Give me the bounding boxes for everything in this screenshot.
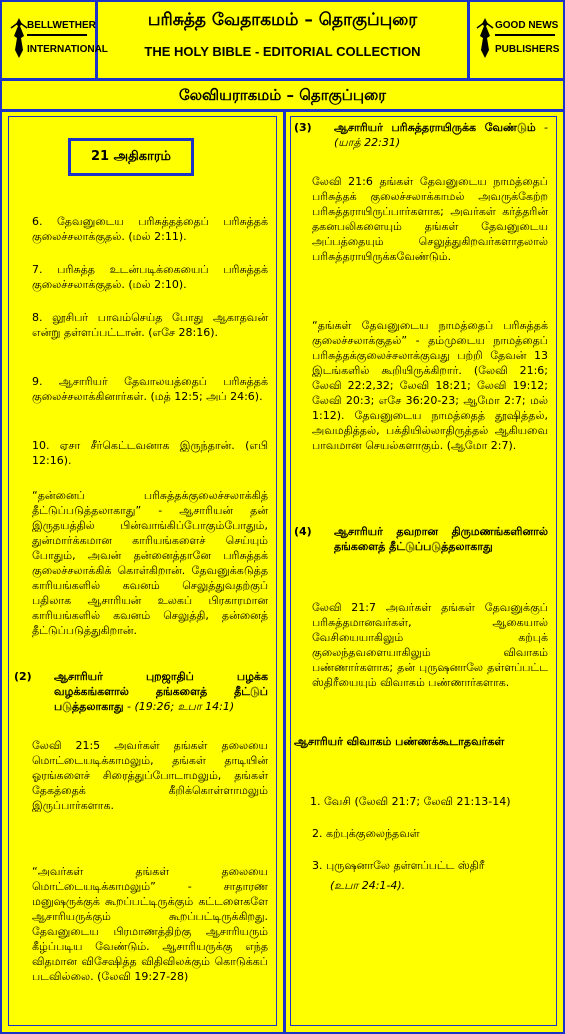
verse-paragraph: லேவி 21:5 அவர்கள் தங்கள் தலையை மொட்டையடிக்காமலும், தங்கள் தாடியின் ஓரங்களைச் சிரைத்துப்போடாமலும், தங்கள் தேகத்தைக் கீறிக்கொள்ளாமலும் இருப்பார்களாக. bbox=[32, 739, 268, 812]
logo-right-line2: PUBLISHERS bbox=[495, 44, 560, 55]
list-item: 10. ஏசா சீர்கெட்டவனாக இருந்தான். (எபி 12:16). bbox=[32, 439, 268, 467]
section-reference: - (19:26; உபா 14:1) bbox=[123, 700, 235, 713]
section-heading bbox=[334, 120, 548, 150]
logo-left-line2: INTERNATIONAL bbox=[27, 44, 108, 55]
header-title-english: THE HOLY BIBLE - EDITORIAL COLLECTION bbox=[144, 44, 421, 59]
list-item: 6. தேவனுடைய பரிசுத்தத்தைப் பரிசுத்தக் குலைச்சலாக்குதல். (மல் 2:11). bbox=[32, 215, 268, 243]
trumpet-angel-icon bbox=[9, 16, 29, 60]
list-item: 7. பரிசுத்த உடன்படிக்கையைப் பரிசுத்தக் குலைச்சலாக்குதல். (மல் 2:10). bbox=[32, 263, 268, 291]
verse-paragraph: லேவி 21:7 அவர்கள் தங்கள் தேவனுக்குப் பரிசுத்தமானவர்கள், ஆகையால் வேசியையாகிலும் கற்புக் குலைந்தவளையாகிலும் விவாகம் பண்ணார்களாக; தன் புருஷனாலே தள்ளப்பட்ட ஸ்திரீயையும் விவாகம் பண்ணார்களாக. bbox=[312, 601, 548, 689]
logo-right-rule bbox=[495, 34, 555, 36]
list-item: 3. புருஷனாலே தள்ளப்பட்ட ஸ்திரீ bbox=[312, 859, 485, 872]
header-title-tamil: பரிசுத்த வேதாகமம் – தொகுப்புரை bbox=[147, 10, 418, 30]
section-title: ஆசாரியர் பரிசுத்தராயிருக்க வேண்டும் bbox=[334, 121, 536, 134]
logo-right-line1: GOOD NEWS bbox=[495, 20, 559, 31]
logo-left-line1: BELLWETHER bbox=[27, 20, 96, 31]
commentary-paragraph: “தங்கள் தேவனுடைய நாமத்தைப் பரிசுத்தக் குலைச்சலாக்குதல்” - தம்முடைய நாமத்தைப் பரிசுத்தக்குலைச்சலாக்குவது பற்றி தேவன் 13 இடங்களில் கூறியிருக்கிறார். (லேவி 21:6; லேவி 22:2,32; லேவி 18:21; லேவி 19:12; லேவி 20:3; எசே 36:20-23; ஆமோ 2:7; மல் 1:12). தேவனுடைய நாமத்தைத் தூஷித்தல், அவமதித்தல், பக்தியில்லாதிருத்தல் ஆகியவை பாவமான செயல்களாகும். (ஆமோ 2:7). bbox=[312, 319, 548, 452]
bellwether-logo bbox=[2, 2, 108, 78]
good-news-logo bbox=[467, 2, 563, 78]
list-item: 1. வேசி (லேவி 21:7; லேவி 21:13-14) bbox=[310, 795, 511, 808]
list-item: 9. ஆசாரியர் தேவாலயத்தைப் பரிசுத்தக் குலைச்சலாக்கினார்கள். (மத் 12:5; அப் 24:6). bbox=[32, 375, 268, 403]
chapter-heading: 21 அதிகாரம் bbox=[68, 138, 194, 176]
header-center bbox=[98, 2, 467, 78]
section-title: ஆசாரியர் தவறான திருமணங்களினால் தங்களைத் தீட்டுப்படுத்தலாகாது bbox=[334, 525, 548, 553]
section-number: (3) bbox=[294, 121, 312, 134]
book-title-band: லேவியராகமம் – தொகுப்புரை bbox=[2, 81, 563, 112]
section-title: ஆசாரியர் புறஜாதிப் பழக்க வழக்கங்களால் தங்களைத் தீட்டுப் படுத்தலாகாது bbox=[54, 670, 268, 713]
verse-paragraph: லேவி 21:6 தங்கள் தேவனுடைய நாமத்தைப் பரிசுத்தக் குலைச்சலாக்காமல் அவருக்கேற்ற பரிசுத்தராயிருப்பார்களாக; அவர்கள் கர்த்தரின் தகனபலிகளையும் தங்கள் தேவனுடைய அப்பத்தையும் செலுத்துகிறவர்களாதலால் பரிசுத்தராயிருக்கவேண்டும். bbox=[312, 175, 548, 263]
subheading: ஆசாரியர் விவாகம் பண்ணக்கூடாதவர்கள் bbox=[294, 735, 505, 748]
list-item: 8. லூசிபர் பாவம்செய்த போது ஆகாதவன் என்று தள்ளப்பட்டான். (எசே 28:16). bbox=[32, 311, 268, 339]
section-number: (4) bbox=[294, 525, 312, 538]
logo-left-rule bbox=[27, 34, 87, 36]
section-number: (2) bbox=[14, 670, 32, 683]
column-divider bbox=[283, 112, 286, 1032]
commentary-paragraph: “தன்னைப் பரிசுத்தக்குலைச்சலாக்கித் தீட்டுப்படுத்தலாகாது” - ஆசாரியன் தன் இருதயத்தில் பின்வாங்கிப்போகும்போதும், துன்மார்க்கமான காரியங்களைச் செய்யும் போதும், அவன் தன்னைத்தானே பரிசுத்தக் குலைச்சலாக்கிக் கொள்கிறான். தேவனுக்கடுத்த காரியங்களில் கவனம் செலுத்துவதற்குப் பதிலாக ஆசாரியன் உலகப் பிரகாரமான காரியங்களில் கவனம் செலுத்தி, தன்னைத் தீட்டுப்படுத்துகிறான். bbox=[32, 489, 268, 637]
trumpet-angel-icon bbox=[475, 16, 495, 60]
commentary-paragraph: “அவர்கள் தங்கள் தலையை மொட்டையடிக்காமலும்” - சாதாரண மனுஷருக்குக் கூறப்பட்டிருக்கும் கட்டளைகளே ஆசாரியருக்கும் கூறப்பட்டிருக்கிறது. தேவனுடைய பிரமாணத்திற்கு ஆசாரியரும் கீழ்ப்படிய வேண்டும். ஆசாரியருக்கு எந்த விதமான விசேஷித்த விதிவிலக்கும் கொடுக்கப் படவில்லை. (லேவி 19:27-28) bbox=[32, 865, 268, 983]
right-column bbox=[286, 112, 563, 1032]
header bbox=[2, 2, 563, 81]
section-reference: - (யாத் 22:31) bbox=[334, 121, 548, 149]
list-reference: (உபா 24:1-4). bbox=[330, 879, 406, 892]
section-heading bbox=[54, 669, 268, 714]
left-column bbox=[2, 112, 286, 1032]
list-item: 2. கற்புக்குலைந்தவள் bbox=[312, 827, 420, 840]
